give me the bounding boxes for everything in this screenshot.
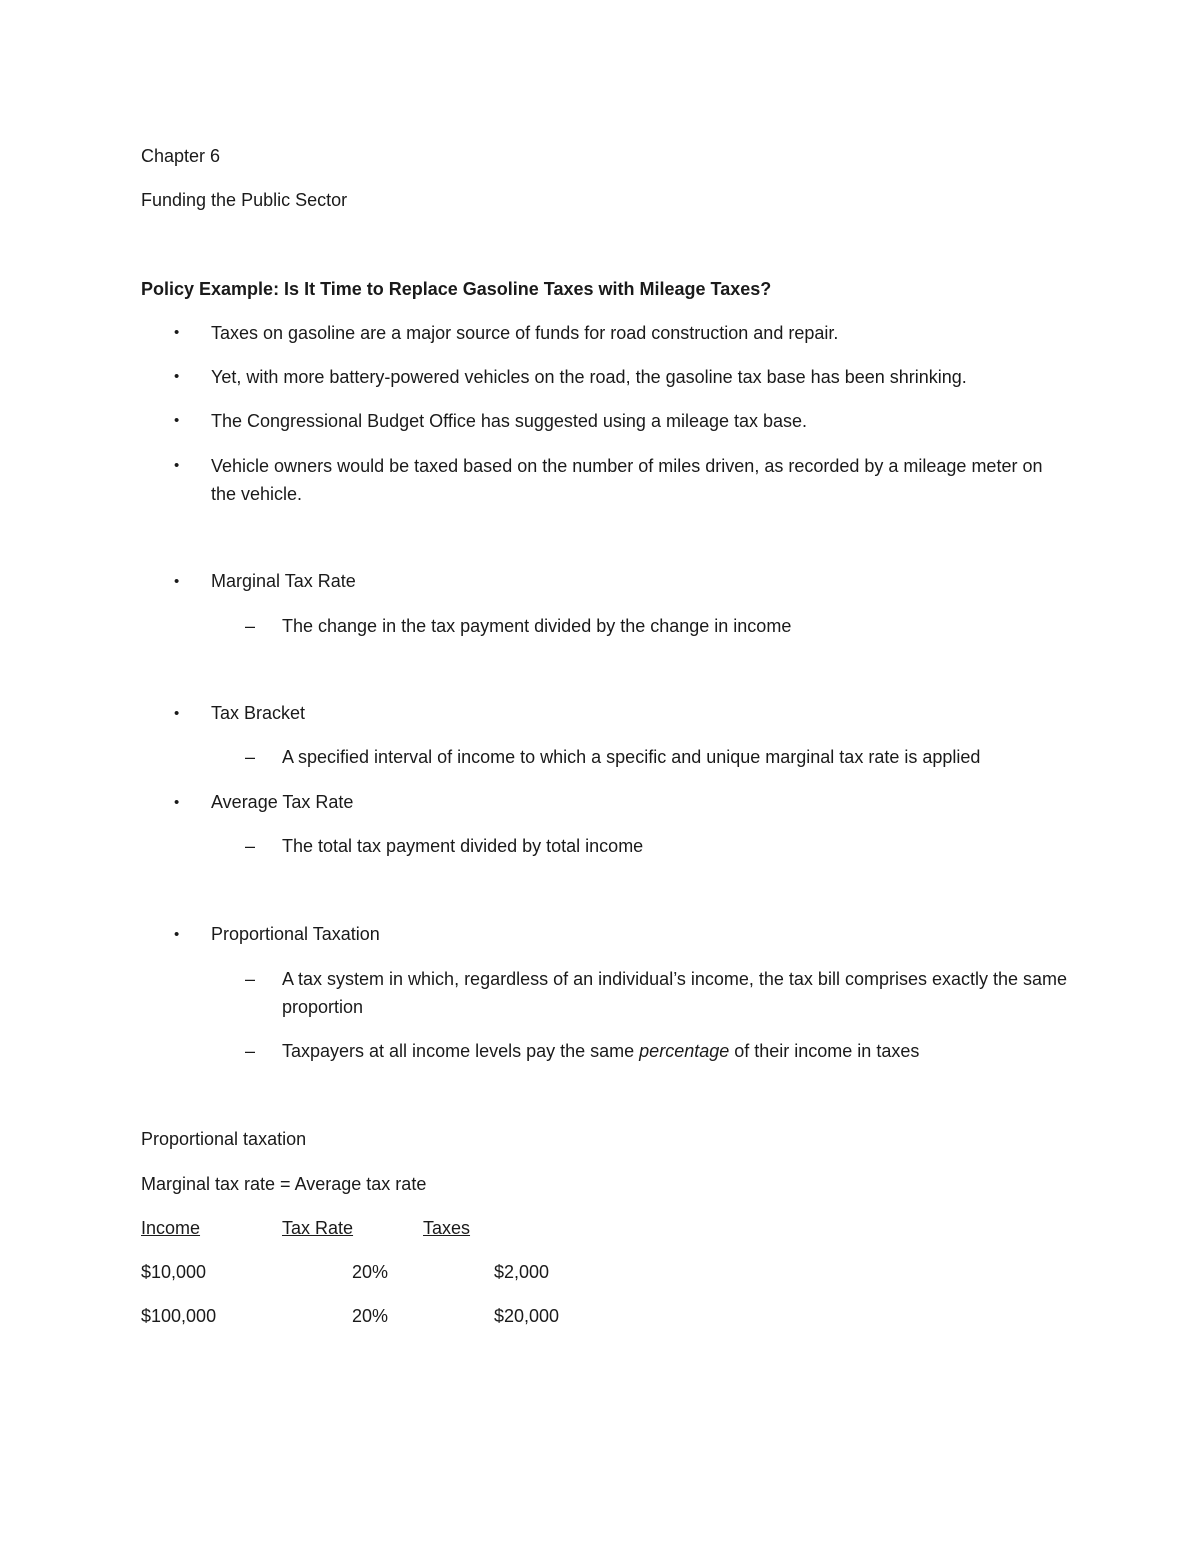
dash-icon: – (245, 969, 256, 989)
table-cell-taxes: $20,000 (494, 1306, 560, 1326)
example-equation: Marginal tax rate = Average tax rate (141, 1174, 427, 1194)
table-header-taxes: Taxes (423, 1218, 471, 1238)
policy-heading: Policy Example: Is It Time to Replace Gasoline Taxes with Mileage Taxes? (141, 279, 772, 299)
term-proportional-taxation: Proportional Taxation (211, 924, 380, 944)
def-tax-bracket: A specified interval of income to which a specific and unique marginal tax rate is applied (282, 747, 981, 767)
term-average-tax-rate: Average Tax Rate (211, 792, 354, 812)
policy-bullet-3: The Congressional Budget Office has suggested using a mileage tax base. (211, 411, 808, 431)
table-header-income: Income (141, 1218, 201, 1238)
table-header-tax-rate: Tax Rate (282, 1218, 354, 1238)
def2-before: Taxpayers at all income levels pay the same (282, 1041, 640, 1061)
table-cell-tax-rate: 20% (352, 1262, 389, 1282)
bullet-icon: • (174, 794, 180, 811)
bullet-icon: • (174, 573, 180, 590)
table-cell-tax-rate: 20% (352, 1306, 389, 1326)
bullet-icon: • (174, 457, 180, 474)
chapter-label: Chapter 6 (141, 146, 221, 166)
table-cell-income: $100,000 (141, 1306, 217, 1326)
bullet-icon: • (174, 705, 180, 722)
policy-bullet-2: Yet, with more battery-powered vehicles on the road, the gasoline tax base has been shrinking. (211, 367, 967, 387)
def-average-tax-rate: The total tax payment divided by total income (282, 836, 644, 856)
term-tax-bracket: Tax Bracket (211, 703, 306, 723)
bullet-icon: • (174, 412, 180, 429)
term-marginal-tax-rate: Marginal Tax Rate (211, 571, 356, 591)
bullet-icon: • (174, 926, 180, 943)
def-marginal-tax-rate: The change in the tax payment divided by the change in income (282, 616, 792, 636)
chapter-title: Funding the Public Sector (141, 190, 348, 210)
example-title: Proportional taxation (141, 1129, 307, 1149)
def-proportional-taxation-1: A tax system in which, regardless of an individual’s income, the tax bill comprises exactly the same proportion (282, 969, 1068, 1017)
bullet-icon: • (174, 368, 180, 385)
dash-icon: – (245, 616, 256, 636)
dash-icon: – (245, 836, 256, 856)
table-cell-income: $10,000 (141, 1262, 207, 1282)
def2-after: of their income in taxes (729, 1041, 920, 1061)
bullet-icon: • (174, 324, 180, 341)
def-proportional-taxation-2 (282, 1039, 919, 1063)
dash-icon: – (245, 1041, 256, 1061)
policy-bullet-4: Vehicle owners would be taxed based on the number of miles driven, as recorded by a mileage meter on the vehicle. (211, 456, 1043, 504)
table-cell-taxes: $2,000 (494, 1262, 550, 1282)
dash-icon: – (245, 747, 256, 767)
policy-bullet-1: Taxes on gasoline are a major source of funds for road construction and repair. (211, 323, 839, 343)
def2-emphasis: percentage (639, 1041, 730, 1061)
